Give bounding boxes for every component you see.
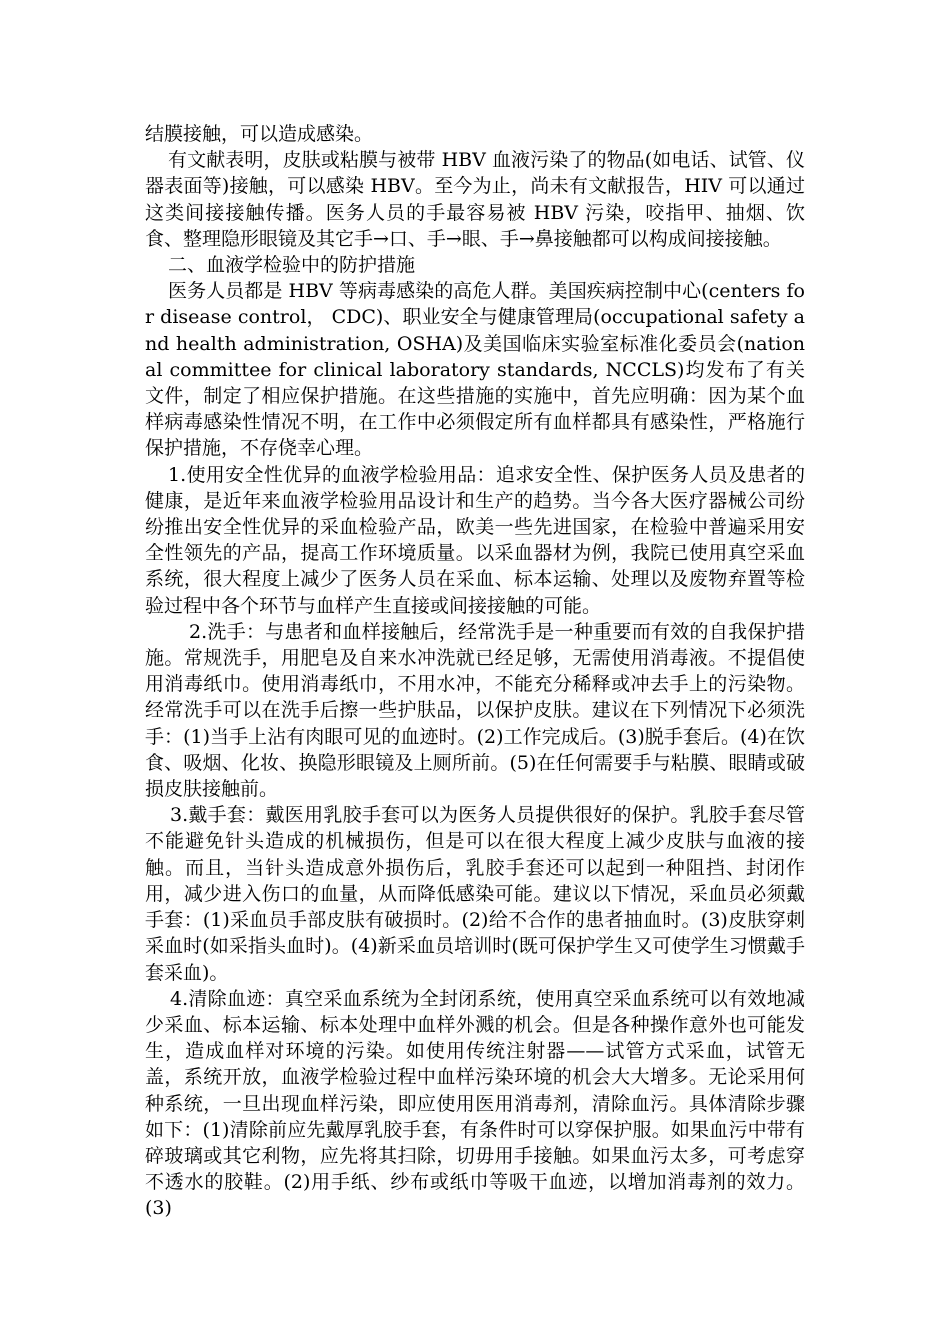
paragraph-high-risk-groups: 医务人员都是 HBV 等病毒感染的高危人群。美国疾病控制中心(centers for disease control， CDC)、职业安全与健康管理局(occupational safety and health administration, OSHA)及美国临床实验室标准化委员会(national committee for clinical laboratory standards, NCCLS)均发布了有关文件，制定了相应保护措施。在这些措施的实施中，首先应明确：因为某个血样病毒感染性情况不明，在工作中必须假定所有血样都具有感染性，严格施行保护措施，不存侥幸心理。 [145,280,805,460]
paragraph-item-4-blood-cleanup: 4.清除血迹：真空采血系统为全封闭系统，使用真空采血系统可以有效地减少采血、标本运输、标本处理中血样外溅的机会。但是各种操作意外也可能发生，造成血样对环境的污染。如使用传统注射器——试管方式采血，试管无盖，系统开放，血液学检验过程中血样污染环境的机会大大增多。无论采用何种系统，一旦出现血样污染，即应使用医用消毒剂，清除血污。具体清除步骤如下：(1)清除前应先戴厚乳胶手套，有条件时可以穿保护服。如果血污中带有碎玻璃或其它利物，应先将其扫除，切毋用手接触。如果血污太多，可考虑穿不透水的胶鞋。(2)用手纸、纱布或纸巾等吸干血迹，以增加消毒剂的效力。(3) [145,987,805,1220]
paragraph-item-3-gloves: 3.戴手套：戴医用乳胶手套可以为医务人员提供很好的保护。乳胶手套尽管不能避免针头造成的机械损伤，但是可以在很大程度上减少皮肤与血液的接触。而且，当针头造成意外损伤后，乳胶手套还可以起到一种阻挡、封闭作用，减少进入伤口的血量，从而降低感染可能。建议以下情况，采血员必须戴手套：(1)采血员手部皮肤有破损时。(2)给不合作的患者抽血时。(3)皮肤穿刺采血时(如采指头血时)。(4)新采血员培训时(既可保护学生又可使学生习惯戴手套采血)。 [145,804,805,984]
paragraph-item-2-hand-washing: 2.洗手：与患者和血样接触后，经常洗手是一种重要而有效的自我保护措施。常规洗手，用肥皂及自来水冲洗就已经足够，无需使用消毒液。不提倡使用消毒纸巾。使用消毒纸巾，不用水冲，不能充分稀释或冲去手上的污染物。经常洗手可以在洗手后擦一些护肤品，以保护皮肤。建议在下列情况下必须洗手：(1)当手上沾有肉眼可见的血迹时。(2)工作完成后。(3)脱手套后。(4)在饮食、吸烟、化妆、换隐形眼镜及上厕所前。(5)在任何需要手与粘膜、眼睛或破损皮肤接触前。 [145,620,805,801]
section-heading-protective-measures: 二、血液学检验中的防护措施 [168,254,416,277]
paragraph-indirect-contact: 有文献表明，皮肤或粘膜与被带 HBV 血液污染了的物品(如电话、试管、仪器表面等)接触，可以感染 HBV。至今为止，尚未有文献报告，HIV 可以通过这类间接接触传播。医务人员的手最容易被 HBV 污染，咬指甲、抽烟、饮食、整理隐形眼镜及其它手→口、手→眼、手→鼻接触都可以构成间接接触。 [145,149,805,250]
paragraph-item-1-safe-supplies: 1.使用安全性优异的血液学检验用品：追求安全性、保护医务人员及患者的健康，是近年来血液学检验用品设计和生产的趋势。当今各大医疗器械公司纷纷推出安全性优异的采血检验产品，欧美一些先进国家，在检验中普遍采用安全性领先的产品，提高工作环境质量。以采血器材为例，我院已使用真空采血系统，很大程度上减少了医务人员在采血、标本运输、处理以及废物弃置等检验过程中各个环节与血样产生直接或间接接触的可能。 [145,463,805,617]
paragraph-continuation: 结膜接触，可以造成感染。 [145,123,374,145]
document-page [145,121,805,1222]
